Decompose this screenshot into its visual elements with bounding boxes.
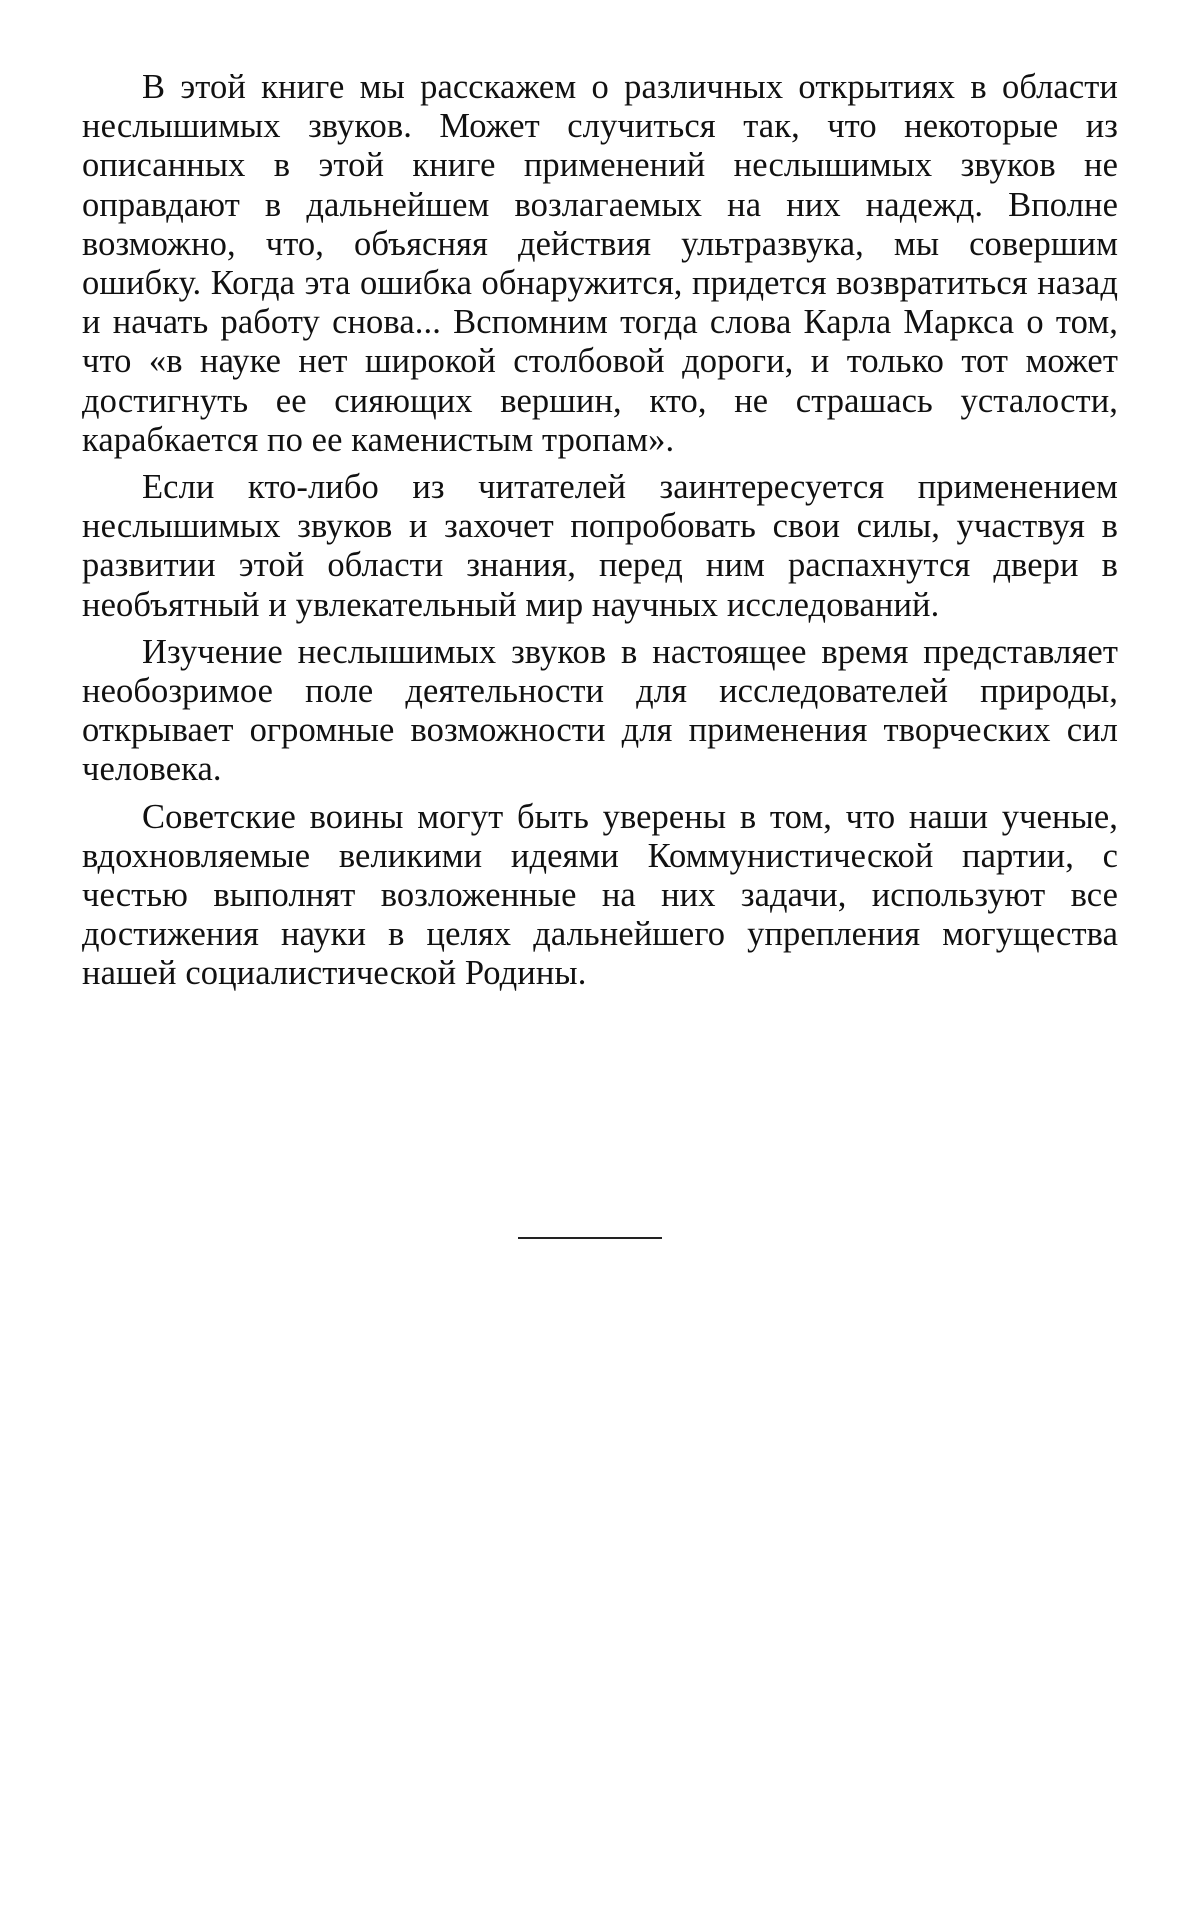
paragraph-4: Советские воины могут быть уверены в том, что наши ученые, вдохновляемые великими идеями Коммунистической партии, с честью выполнят возложенные на них задачи, используют все достижения науки в целях дальнейшего упрепления могущества нашей социалистической Родины. (82, 797, 1118, 993)
end-rule-divider (518, 1237, 662, 1239)
paragraph-1: В этой книге мы расскажем о различных открытиях в области неслышимых звуков. Может случиться так, что некоторые из описанных в этой книге применений неслышимых звуков не оправдают в дальнейшем возлагаемых на них надежд. Вполне возможно, что, объясняя действия ультразвука, мы совершим ошибку. Когда эта ошибка обнаружится, придется возвратиться назад и начать работу снова... Вспомним тогда слова Карла Маркса о том, что «в науке нет широкой столбовой дороги, и только тот может достигнуть ее сияющих вершин, кто, не страшась усталости, карабкается по ее каменистым тропам». (82, 68, 1118, 459)
book-page-text (82, 68, 1118, 1002)
paragraph-2: Если кто-либо из читателей заинтересуется применением неслышимых звуков и захочет попробовать свои силы, участвуя в развитии этой области знания, перед ним распахнутся двери в необъятный и увлекательный мир научных исследований. (82, 468, 1118, 624)
paragraph-3: Изучение неслышимых звуков в настоящее время представляет необозримое поле деятельности для исследователей природы, открывает огромные возможности для применения творческих сил человека. (82, 632, 1118, 789)
